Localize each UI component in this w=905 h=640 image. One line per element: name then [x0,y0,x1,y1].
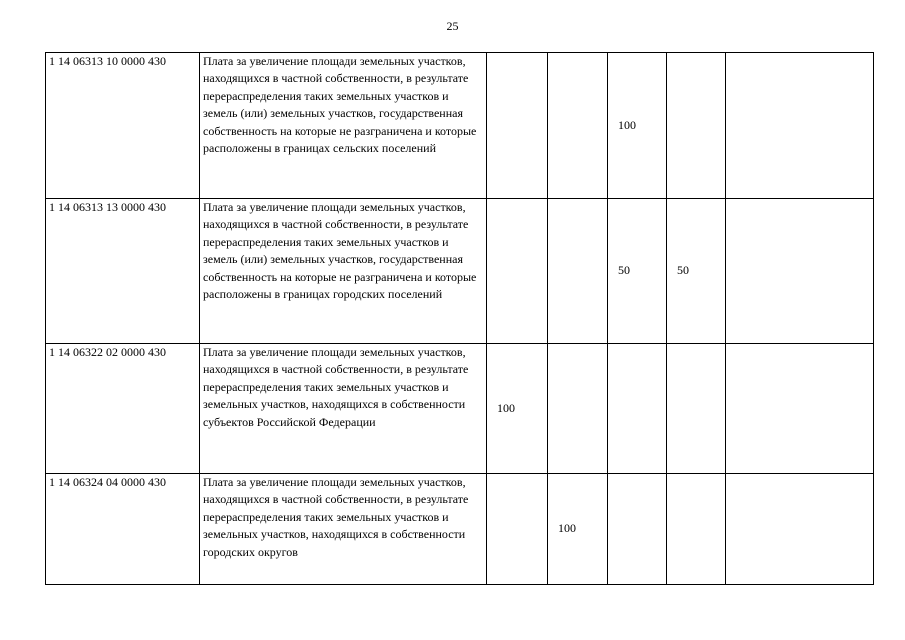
share-cell-3 [608,474,667,585]
table-row [46,199,874,344]
share-cell-2 [548,344,608,474]
share-cell-2 [548,199,608,344]
revenue-name-cell: Плата за увеличение площади земельных участков, находящихся в частной собственности, в результате перераспределения таких земельных участков и земельных участков, находящихся в собственности субъектов Российской Федерации [200,344,487,474]
share-cell-5 [726,53,874,199]
share-cell-4 [667,474,726,585]
table-row [46,344,874,474]
revenue-distribution-table [45,52,874,585]
revenue-code-cell: 1 14 06313 13 0000 430 [46,199,200,344]
share-cell-1: 100 [487,344,548,474]
share-cell-1 [487,474,548,585]
share-cell-1 [487,53,548,199]
share-cell-3: 50 [608,199,667,344]
share-cell-5 [726,344,874,474]
revenue-code-cell: 1 14 06313 10 0000 430 [46,53,200,199]
table-row [46,53,874,199]
share-cell-4 [667,53,726,199]
share-cell-1 [487,199,548,344]
share-cell-5 [726,474,874,585]
table-row [46,474,874,585]
share-cell-4 [667,344,726,474]
page-number: 25 [446,19,459,33]
share-cell-2 [548,53,608,199]
revenue-name-cell: Плата за увеличение площади земельных участков, находящихся в частной собственности, в результате перераспределения таких земельных участков и земель (или) земельных участков, государственная собственность на которые не разграничена и которые расположены в границах сельских поселений [200,53,487,199]
share-cell-3: 100 [608,53,667,199]
revenue-name-cell: Плата за увеличение площади земельных участков, находящихся в частной собственности, в результате перераспределения таких земельных участков и земельных участков, находящихся в собственности городских округов [200,474,487,585]
revenue-code-cell: 1 14 06322 02 0000 430 [46,344,200,474]
share-cell-4: 50 [667,199,726,344]
revenue-name-cell: Плата за увеличение площади земельных участков, находящихся в частной собственности, в результате перераспределения таких земельных участков и земель (или) земельных участков, государственная собственность на которые не разграничена и которые расположены в границах городских поселений [200,199,487,344]
share-cell-3 [608,344,667,474]
share-cell-5 [726,199,874,344]
revenue-code-cell: 1 14 06324 04 0000 430 [46,474,200,585]
share-cell-2: 100 [548,474,608,585]
